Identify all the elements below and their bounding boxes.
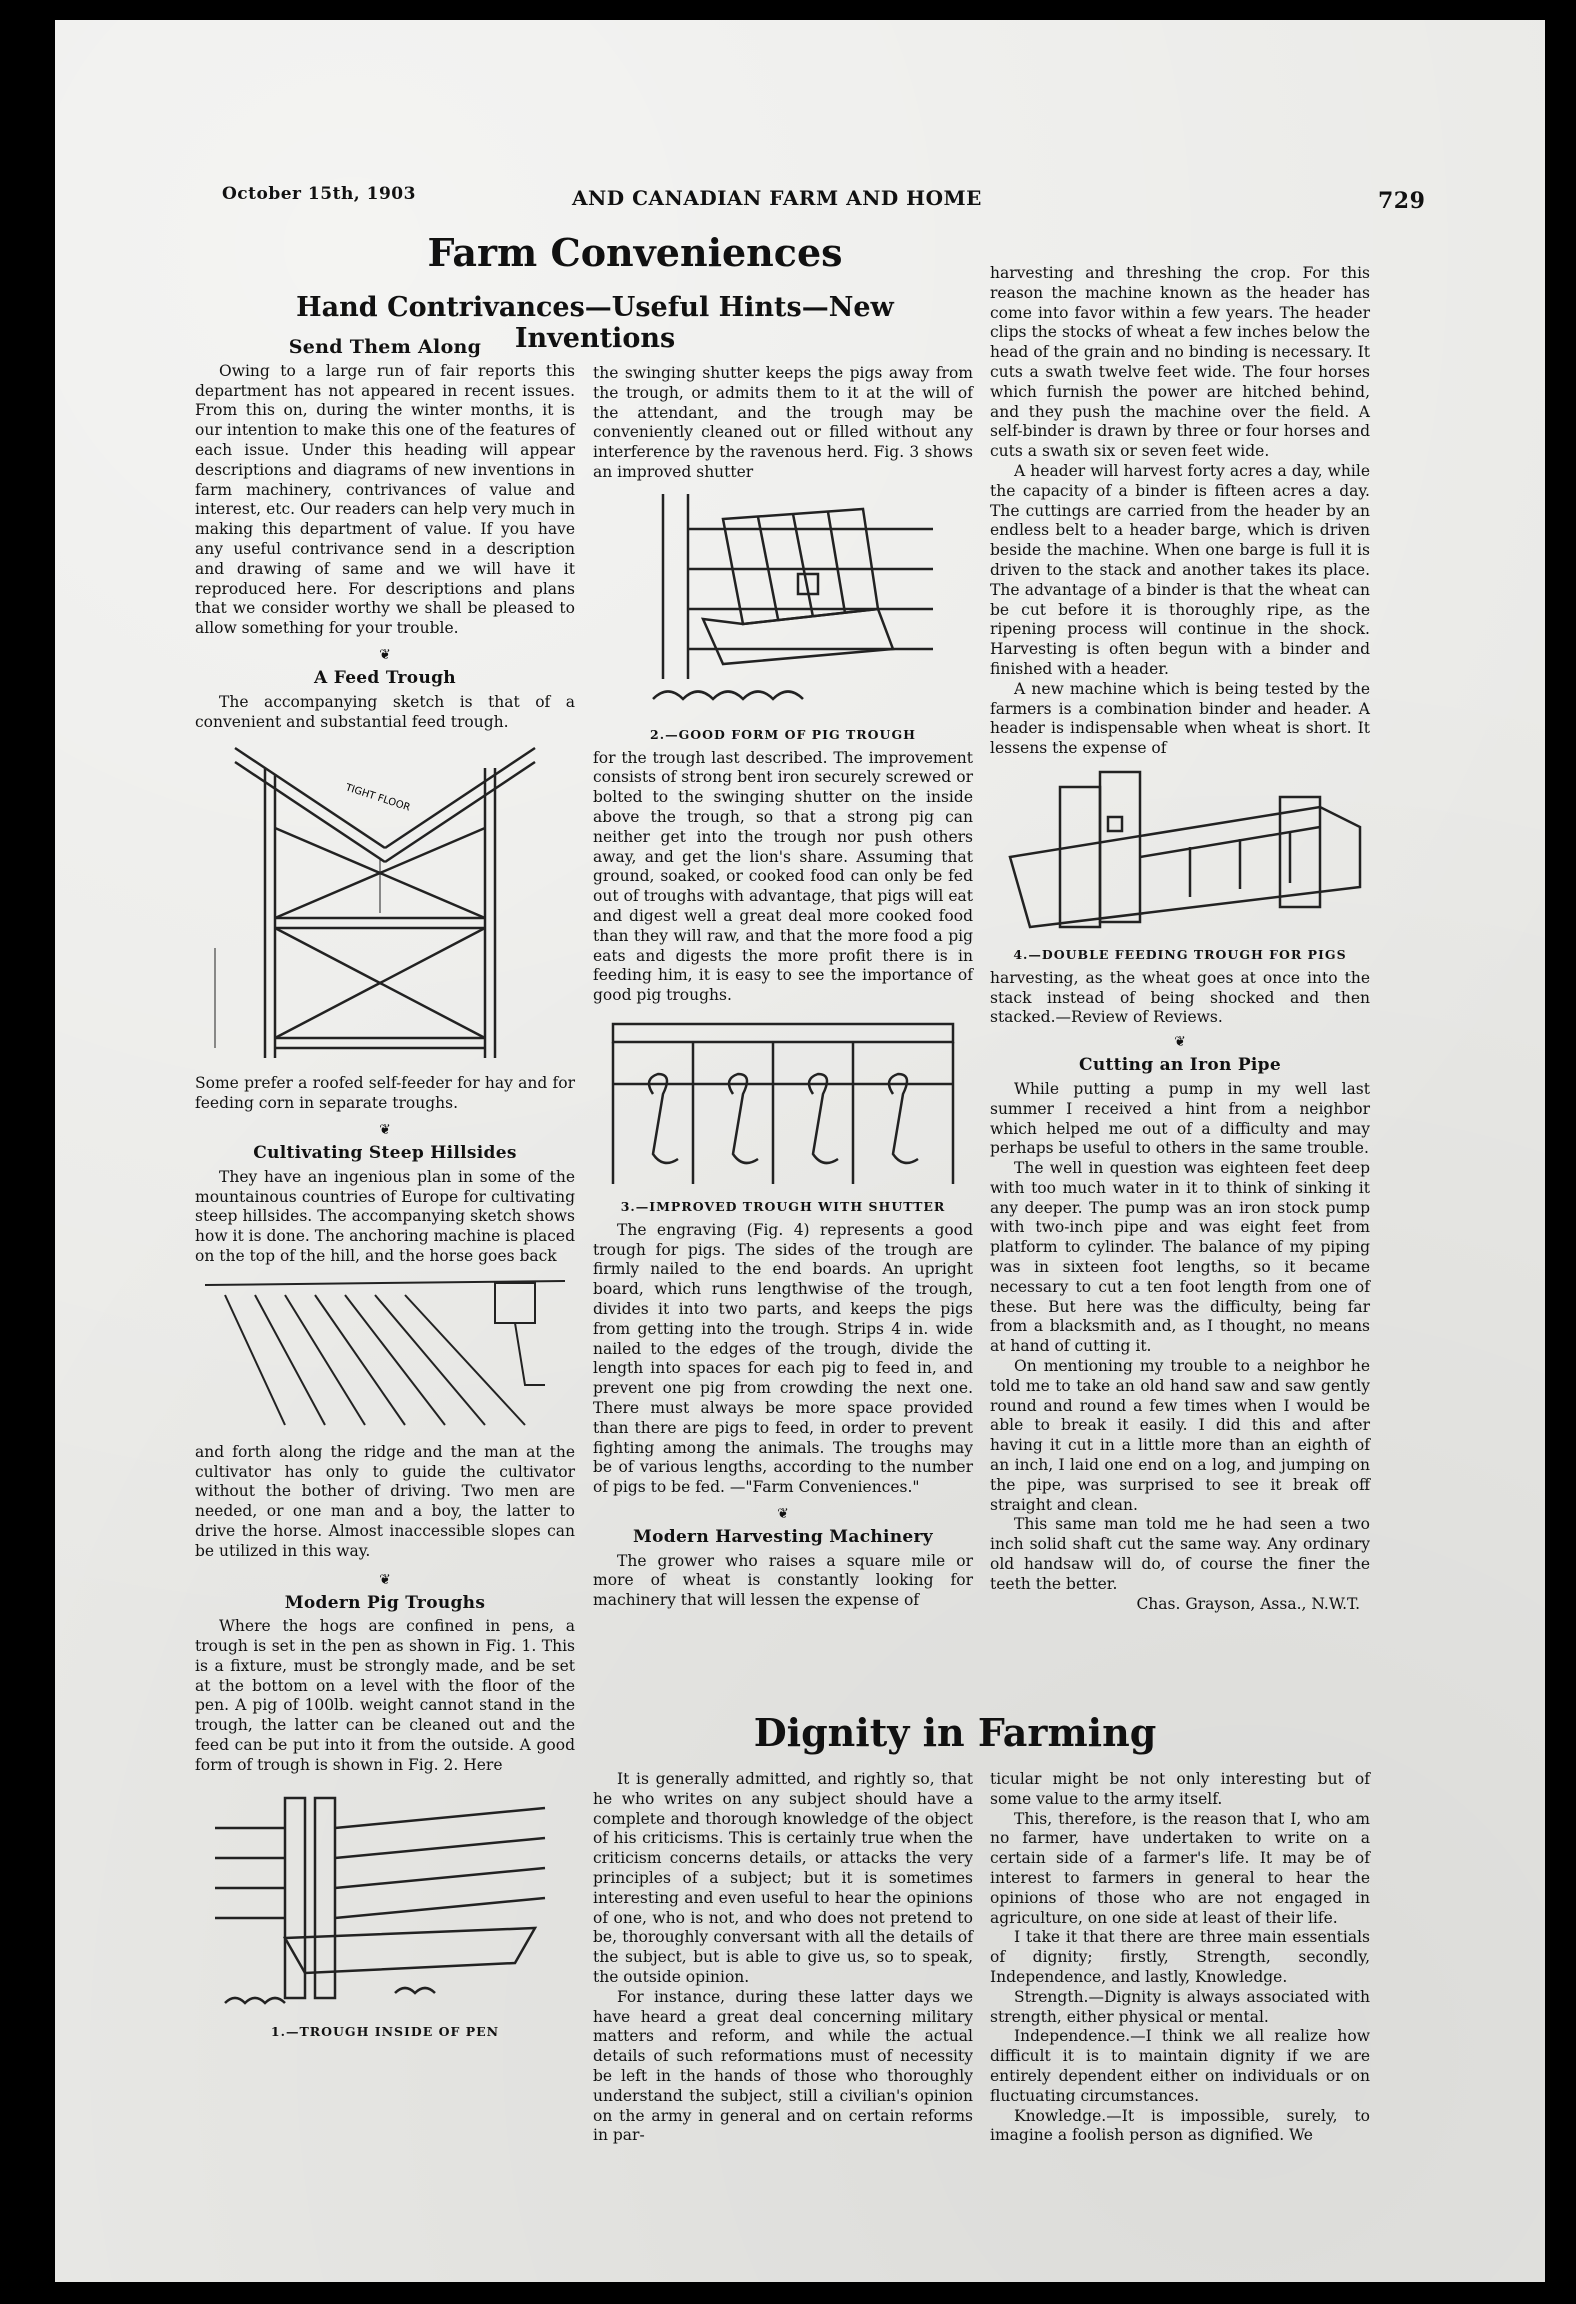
heading-iron-pipe: Cutting an Iron Pipe xyxy=(1079,1055,1281,1076)
figure-3-caption: 3.—IMPROVED TROUGH WITH SHUTTER xyxy=(620,1198,946,1214)
paragraph: They have an ingenious plan in some of the mountainous countries of Europe for cultivating steep hillsides. The accompanying sketch shows how it is done. The anchoring machine is placed on the top of the hill, and the horse goes back xyxy=(195,1167,575,1265)
tight-floor-label: TIGHT FLOOR xyxy=(344,782,412,814)
paragraph: ticular might be not only interesting but of some value to the army itself. xyxy=(990,1770,1370,1808)
paragraph: For instance, during these latter days we have heard a great deal concerning military matters and reform, and while the actual details of such reformations must of necessity be left in the hands of those who thoroughly understand the subject, still a civilian's opinion on the army in general and on certain reforms in par- xyxy=(593,1987,973,2145)
journal-name: AND CANADIAN FARM AND HOME xyxy=(572,186,982,210)
paragraph: The engraving (Fig. 4) represents a good trough for pigs. The sides of the trough are firmly nailed to the end boards. An upright board, which runs lengthwise of the trough, divides it into two parts, and keeps the pigs from getting into the trough. Strips 4 in. wide nailed to the edges of the trough, divide the length into spaces for each pig to feed in, and prevent one pig from crowding the next one. There must always be more space provided than there are pigs to feed, in order to prevent fighting among the animals. The troughs may be of various lengths, according to the number of pigs to be fed. —"Farm Conveniences." xyxy=(593,1220,973,1497)
paragraph: and forth along the ridge and the man at the cultivator has only to guide the cultivator without the bother of driving. Two men are needed, or one man and a boy, the latter to drive the horse. Almost inaccessible slopes can be utilized in this way. xyxy=(195,1442,575,1560)
ornament-icon: ❦ xyxy=(379,646,391,663)
paragraph: harvesting, as the wheat goes at once into the stack instead of being shocked and then stacked.—Review of Reviews. xyxy=(990,968,1370,1027)
paragraph: Where the hogs are confined in pens, a trough is set in the pen as shown in Fig. 1. This is a fixture, must be strongly made, and be set at the bottom on a level with the floor of the pen. A pig of 100lb. weight cannot stand in the trough, the latter can be cleaned out and the feed can be put into it from the outside. A good form of trough is shown in Fig. 2. Here xyxy=(195,1617,575,1774)
figure-4-caption: 4.—DOUBLE FEEDING TROUGH FOR PIGS xyxy=(1013,946,1347,962)
ornament-icon: ❦ xyxy=(1174,1034,1186,1051)
paragraph: Strength.—Dignity is always associated with strength, either physical or mental. xyxy=(990,1987,1370,2026)
issue-date: October 15th, 1903 xyxy=(222,184,416,204)
feed-trough-illustration xyxy=(195,738,575,1068)
ornament-icon: ❦ xyxy=(379,1571,391,1588)
article-title: Farm Conveniences xyxy=(427,230,843,275)
paragraph: Knowledge.—It is impossible, surely, to imagine a foolish person as dignified. We xyxy=(990,2106,1370,2145)
column-2 xyxy=(593,364,973,1611)
heading-cultivating-hillsides: Cultivating Steep Hillsides xyxy=(253,1142,517,1163)
heading-pig-troughs: Modern Pig Troughs xyxy=(284,1592,486,1613)
heading-harvesting-machinery: Modern Harvesting Machinery xyxy=(633,1526,933,1547)
newspaper-page xyxy=(55,20,1545,2282)
paragraph: the swinging shutter keeps the pigs away from the trough, or admits them to it at the will of the attendant, and the trough may be conveniently cleaned out or filled without any interference by the ravenous herd. Fig. 3 shows an improved shutter xyxy=(593,364,973,481)
paragraph: While putting a pump in my well last summer I received a hint from a neighbor which helped me out of a difficulty and may perhaps be useful to others in the same trouble. xyxy=(990,1079,1370,1158)
double-trough-illustration xyxy=(990,767,1370,937)
paragraph: I take it that there are three main essentials of dignity; firstly, Strength, secondly, Independence, and lastly, Knowledge. xyxy=(990,1928,1370,1986)
heading-feed-trough: A Feed Trough xyxy=(314,667,456,688)
paragraph: Some prefer a roofed self-feeder for hay and for feeding corn in separate troughs. xyxy=(195,1074,575,1113)
shutter-trough-illustration xyxy=(593,1014,973,1189)
pig-trough-illustration xyxy=(593,489,973,719)
paragraph: A new machine which is being tested by the farmers is a combination binder and header. A header is indispensable when wheat is short. It lessens the expense of xyxy=(990,679,1370,758)
trough-in-pen-illustration xyxy=(195,1788,575,2018)
paragraph: It is generally admitted, and rightly so, that he who writes on any subject should have a complete and thorough knowledge of the object of his criticisms. This is certainly true when the criticism concerns details, or attacks the very principles of a subject; but it is sometimes interesting and even useful to hear the opinions of one, who is not, and who does not pretend to be, thoroughly conversant with all the details of the subject, but is able to give us, so to speak, the outside opinion. xyxy=(593,1770,973,1986)
paragraph: This, therefore, is the reason that I, who am no farmer, have undertaken to write on a certain side of a farmer's life. It may be of interest to farmers in general to hear the opinions of those who are not engaged in agriculture, on one side at least of their life. xyxy=(990,1809,1370,1927)
paragraph: The grower who raises a square mile or more of wheat is constantly looking for machinery that will lessen the expense of xyxy=(593,1551,973,1610)
figure-1-caption: 1.—TROUGH INSIDE OF PEN xyxy=(270,2023,500,2039)
article-2-column-2 xyxy=(990,1770,1370,2146)
paragraph: Independence.—I think we all realize how difficult it is to maintain dignity if we are entirely dependent either on individuals or on fluctuating circumstances. xyxy=(990,2027,1370,2105)
paragraph: The accompanying sketch is that of a convenient and substantial feed trough. xyxy=(195,692,575,731)
column-3 xyxy=(990,264,1370,1614)
paragraph: This same man told me he had seen a two inch solid shaft cut the same way. Any ordinary old handsaw will do, of course the finer the teeth the better. xyxy=(990,1515,1370,1593)
paragraph: On mentioning my trouble to a neighbor he told me to take an old hand saw and saw gently round and round a few times when I would be able to break it easily. I did this and after having it cut in a little more than an eighth of an inch, I laid one end on a log, and jumping on the pipe, was surprised to see it break off straight and clean. xyxy=(990,1357,1370,1514)
page-number: 729 xyxy=(1378,188,1426,214)
paragraph: A header will harvest forty acres a day, while the capacity of a binder is fifteen acres a day. The cuttings are carried from the header by an endless belt to a header barge, which is driven beside the machine. When one barge is full it is driven to the stack and another takes its place. The advantage of a binder is that the wheat can be cut before it is thoroughly ripe, as the ripening process will continue in the shock. Harvesting is often begun with a binder and finished with a header. xyxy=(990,461,1370,678)
paragraph: harvesting and threshing the crop. For this reason the machine known as the header has come into favor within a few years. The header clips the stocks of wheat a few inches below the head of the grain and no binding is necessary. It cuts a swath twelve feet wide. The four horses which furnish the power are hitched behind, and they push the machine over the field. A self-binder is drawn by three or four horses and cuts a swath six or seven feet wide. xyxy=(990,264,1370,461)
column-1 xyxy=(195,332,575,2041)
article-subtitle: Hand Contrivances—Useful Hints—New Inventions xyxy=(296,292,894,354)
paragraph: Owing to a large run of fair reports this department has not appeared in recent issues. From this on, during the winter months, it is our intention to make this one of the features of each issue. Under this heading will appear descriptions and diagrams of new inventions in farm machinery, contrivances of value and interest, etc. Our readers can help very much in making this department of value. If you have any useful contrivance send in a description and drawing of same and we will have it reproduced here. For descriptions and plans that we consider worthy we shall be pleased to allow something for your trouble. xyxy=(195,361,575,638)
heading-send-them-along: Send Them Along xyxy=(288,336,482,358)
paragraph: The well in question was eighteen feet deep with too much water in it to think of sinking it any deeper. The pump was an iron stock pump with two-inch pipe and was eight feet from platform to cylinder. The balance of my piping was in sixteen foot lengths, so it became necessary to cut a ten foot length from one of these. But here was the difficulty, being far from a blacksmith and, as I thought, no means at hand of cutting it. xyxy=(990,1159,1370,1356)
figure-2-caption: 2.—GOOD FORM OF PIG TROUGH xyxy=(650,726,916,742)
article-2-title: Dignity in Farming xyxy=(753,1710,1157,1755)
ornament-icon: ❦ xyxy=(379,1121,391,1138)
article-2-column-1 xyxy=(593,1770,973,2146)
paragraph: for the trough last described. The improvement consists of strong bent iron securely screwed or bolted to the swinging shutter on the inside above the trough, so that a strong pig can neither get into the trough nor push others away, and get the lion's share. Assuming that ground, soaked, or cooked food can only be fed out of troughs with advantage, that pigs will eat and digest well a great deal more cooked food than they will raw, and that the more food a pig eats and digests the more profit there is in feeding him, it is easy to see the importance of good pig troughs. xyxy=(593,748,973,1005)
signature: Chas. Grayson, Assa., N.W.T. xyxy=(1136,1594,1360,1613)
ornament-icon: ❦ xyxy=(777,1505,789,1522)
hillside-illustration xyxy=(195,1275,575,1435)
